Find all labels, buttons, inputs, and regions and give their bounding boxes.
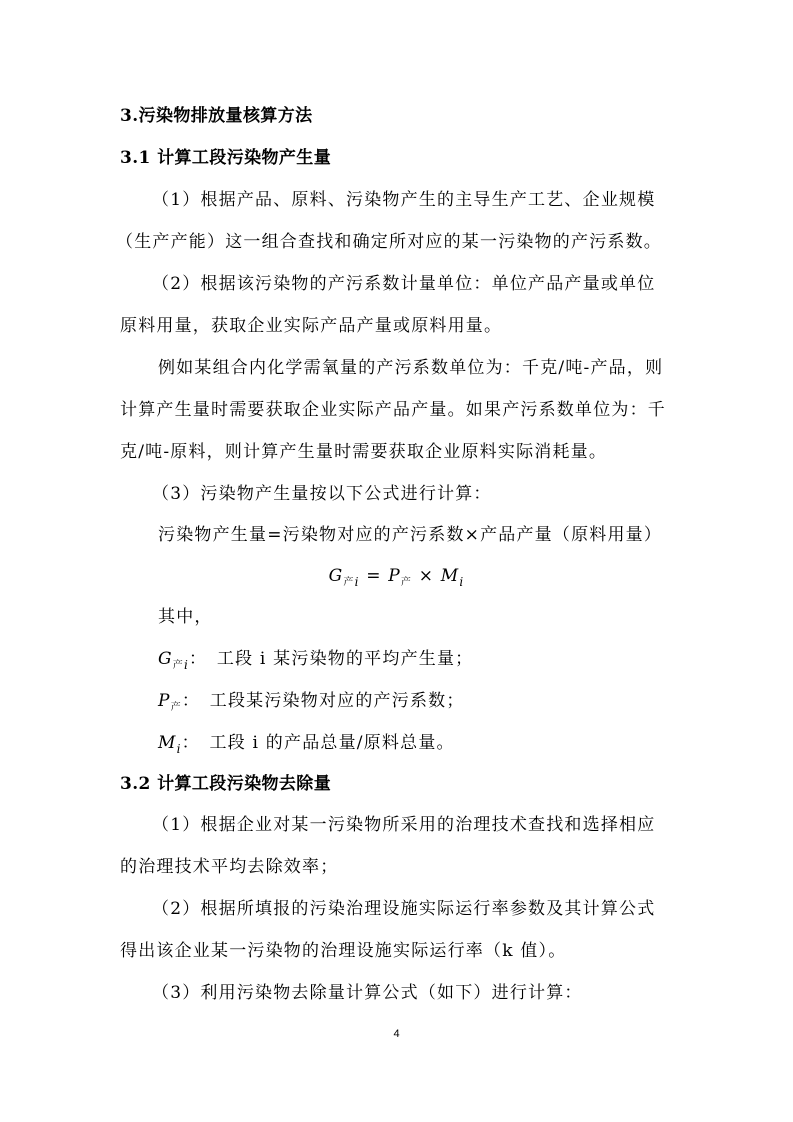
formula-sub-chan: 产 [400, 577, 413, 588]
def-p-symbol: P [158, 691, 171, 711]
section-title: 3.污染物排放量核算方法 [120, 106, 313, 126]
formula-equals: = [359, 566, 389, 586]
page-number: 4 [393, 1028, 400, 1040]
formula-g: G [328, 566, 344, 586]
paragraph-line: （3）污染物产生量按以下公式进行计算： [152, 484, 492, 504]
def-p-text: ： 工段某污染物对应的产污系数； [181, 691, 465, 711]
paragraph-line: （2）根据该污染物的产污系数计量单位：单位产品产量或单位 [152, 274, 656, 294]
definition-m [158, 731, 711, 761]
formula-times: × [412, 566, 441, 586]
paragraph-line: 的治理技术平均去除效率； [120, 857, 339, 877]
where-label: 其中， [158, 607, 213, 627]
def-m-text: ： 工段 i 的产品总量/原料总量。 [181, 733, 455, 753]
formula-sub-i: i [459, 575, 465, 589]
def-m-sub-i: i [176, 742, 182, 756]
paragraph-line: 克/吨-原料，则计算产生量时需要获取企业原料实际消耗量。 [120, 442, 608, 462]
def-m-symbol: M [158, 733, 177, 753]
def-g-text: ： 工段 i 某污染物的平均产生量； [189, 649, 474, 669]
def-g-sub-chan: 产 [172, 660, 184, 671]
paragraph-line: 计算产生量时需要获取企业实际产品产量。如果产污系数单位为：千 [120, 400, 666, 420]
paragraph-line: （3）利用污染物去除量计算公式（如下）进行计算： [152, 983, 583, 1003]
paragraph-line: （1）根据企业对某一污染物所采用的治理技术查找和选择相应 [152, 815, 656, 835]
formula-text: 污染物产生量=污染物对应的产污系数×产品产量（原料用量） [158, 525, 663, 545]
def-p-sub-chan: 产 [170, 702, 182, 713]
def-g-symbol: G [158, 649, 173, 669]
formula-equation [0, 564, 793, 595]
paragraph-line: （2）根据所填报的污染治理设施实际运行率参数及其计算公式 [152, 899, 656, 919]
paragraph-line: 原料用量，获取企业实际产品产量或原料用量。 [120, 316, 503, 336]
formula-m: M [440, 566, 460, 586]
definition-g [158, 647, 711, 678]
definition-p [158, 689, 711, 720]
formula-p: P [388, 566, 401, 586]
subsection-title-3-2: 3.2 计算工段污染物去除量 [120, 774, 332, 794]
def-g-sub-i: i [183, 658, 190, 672]
paragraph-line: （生产产能）这一组合查找和确定所对应的某一污染物的产污系数。 [116, 232, 662, 252]
paragraph-line: 例如某组合内化学需氧量的产污系数单位为：千克/吨-产品，则 [158, 358, 664, 378]
formula-sub-chan: 产 [343, 577, 355, 588]
formula-sub-i: i [354, 575, 360, 589]
subsection-title-3-1: 3.1 计算工段污染物产生量 [120, 148, 332, 168]
paragraph-line: 得出该企业某一污染物的治理设施实际运行率（k 值）。 [120, 941, 567, 961]
paragraph-line: （1）根据产品、原料、污染物产生的主导生产工艺、企业规模 [152, 190, 656, 210]
